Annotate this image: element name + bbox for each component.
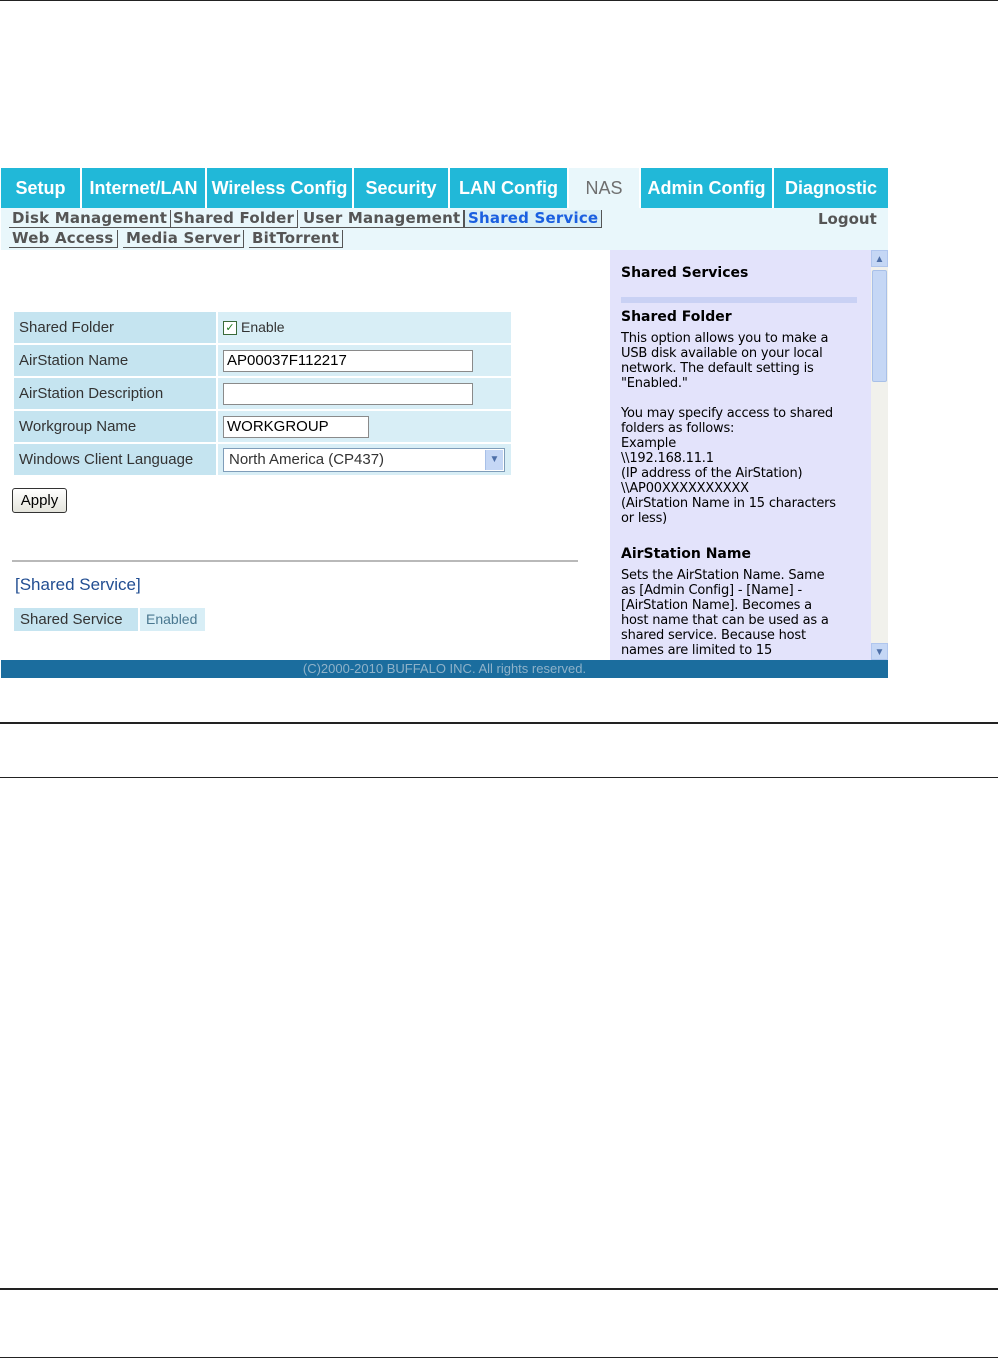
enable-label: Enable — [241, 319, 285, 335]
tab-diagnostic[interactable]: Diagnostic — [774, 168, 888, 208]
rule-3 — [0, 1288, 998, 1290]
help-heading-shared-folder: Shared Folder — [621, 309, 732, 325]
top-rule — [0, 0, 998, 1]
main-tab-bar — [1, 168, 888, 208]
client-language-value: North America (CP437) — [229, 450, 385, 468]
shared-service-form — [12, 310, 513, 477]
client-language-select[interactable] — [223, 448, 505, 472]
logout-link[interactable]: Logout — [818, 210, 877, 228]
workgroup-name-cell — [218, 411, 511, 442]
chevron-down-icon[interactable]: ▼ — [485, 450, 503, 470]
subnav-web-access[interactable]: Web Access — [9, 230, 118, 248]
tab-security[interactable]: Security — [354, 168, 450, 208]
shared-service-status-value: Enabled — [140, 608, 205, 631]
tab-admin-config[interactable]: Admin Config — [641, 168, 774, 208]
airstation-name-label: AirStation Name — [14, 345, 216, 376]
shared-folder-cell — [218, 312, 511, 343]
help-text-airstation-name: Sets the AirStation Name. Same as [Admin Config] - [Name] - [AirStation Name]. Becomes a host name that can be used as a shared service. Because host names are limited to 15 — [621, 568, 829, 658]
scrollbar-thumb[interactable] — [872, 270, 887, 382]
help-heading-airstation-name: AirStation Name — [621, 546, 751, 562]
rule-2 — [0, 777, 998, 778]
shared-service-status-label: Shared Service — [14, 608, 138, 631]
section-divider — [12, 560, 578, 562]
sub-navigation — [1, 208, 888, 250]
apply-button[interactable]: Apply — [12, 488, 67, 513]
workgroup-name-label: Workgroup Name — [14, 411, 216, 442]
rule-1 — [0, 722, 998, 724]
scroll-down-icon[interactable]: ▼ — [871, 643, 888, 660]
client-language-cell — [218, 444, 511, 475]
tab-wireless-config[interactable]: Wireless Config — [207, 168, 354, 208]
help-scrollbar[interactable] — [871, 250, 888, 660]
airstation-description-input[interactable] — [223, 383, 473, 405]
subnav-media-server[interactable]: Media Server — [123, 230, 244, 248]
airstation-description-label: AirStation Description — [14, 378, 216, 409]
subnav-shared-service[interactable]: Shared Service — [463, 210, 602, 228]
subnav-user-management[interactable]: User Management — [300, 210, 464, 228]
airstation-name-cell — [218, 345, 511, 376]
client-language-label: Windows Client Language — [14, 444, 216, 475]
airstation-description-cell — [218, 378, 511, 409]
tab-nas[interactable]: NAS — [569, 168, 641, 208]
tab-lan-config[interactable]: LAN Config — [450, 168, 569, 208]
subnav-shared-folder[interactable]: Shared Folder — [170, 210, 298, 228]
tab-internet-lan[interactable]: Internet/LAN — [82, 168, 207, 208]
help-text-shared-folder: This option allows you to make a USB disk available on your local network. The default setting is "Enabled." You may specify access to shared folders as follows: Example \\192.168.11.1 (IP address of the AirStation) \\AP00XXXXXXXXXX (AirStation Name in 15 characters or less) — [621, 331, 836, 526]
shared-folder-checkbox[interactable]: ✓ — [223, 321, 237, 335]
router-admin-screenshot — [1, 168, 888, 678]
scroll-up-icon[interactable]: ▲ — [871, 250, 888, 267]
shared-service-heading: [Shared Service] — [15, 575, 141, 594]
workgroup-name-input[interactable]: WORKGROUP — [223, 416, 369, 438]
help-divider — [621, 297, 857, 303]
shared-folder-label: Shared Folder — [14, 312, 216, 343]
help-panel — [610, 250, 871, 660]
copyright-footer: (C)2000-2010 BUFFALO INC. All rights reserved. — [1, 660, 888, 678]
airstation-name-input[interactable]: AP00037F112217 — [223, 350, 473, 372]
tab-setup[interactable]: Setup — [1, 168, 82, 208]
rule-4 — [0, 1357, 998, 1358]
help-title: Shared Services — [621, 265, 749, 281]
subnav-bittorrent[interactable]: BitTorrent — [249, 230, 343, 248]
subnav-disk-management[interactable]: Disk Management — [9, 210, 171, 228]
